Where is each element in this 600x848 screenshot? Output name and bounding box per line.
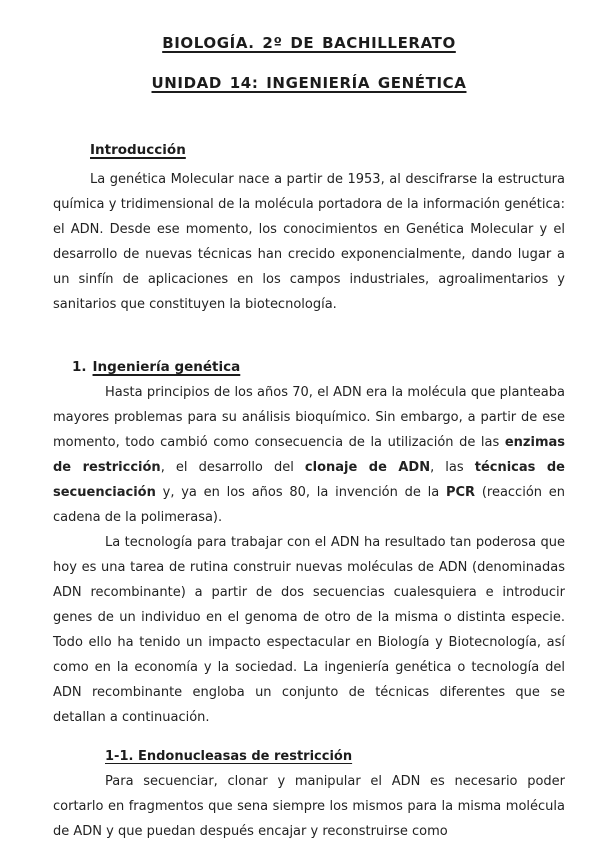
- document-title-line1-text: BIOLOGÍA. 2º DE BACHILLERATO: [162, 34, 456, 52]
- document-title-line2: [53, 74, 565, 92]
- section1-heading-text: Ingeniería genética: [92, 359, 241, 375]
- subsection-1-1-heading: 1-1. Endonucleasas de restricción: [105, 749, 353, 764]
- document-title-line1: [53, 34, 565, 52]
- intro-heading: Introducción: [90, 142, 186, 158]
- section1-paragraph-1: Hasta principios de los años 70, el ADN era la molécula que planteaba mayores problemas para su análisis bioquímico. Sin embargo, a partir de ese momento, todo cambió como consecuencia de la utilización de las enzimas de restricción, el desarrollo del clonaje de ADN, las técnicas de secuenciación y, ya en los años 80, la invención de la PCR (reacción en cadena de la polimerasa).: [53, 385, 565, 525]
- section1-heading: [72, 355, 565, 380]
- section1-paragraph-2: La tecnología para trabajar con el ADN ha resultado tan poderosa que hoy es una tarea de rutina construir nuevas moléculas de ADN (denominadas ADN recombinante) a partir de dos secuencias cualesquiera e introducir genes de un individuo en el genoma de otro de la misma o distinta especie. Todo ello ha tenido un impacto espectacular en Biología y Biotecnología, así como en la economía y la sociedad. La ingeniería genética o tecnología del ADN recombinante engloba un conjunto de técnicas diferentes que se detallan a continuación.: [53, 535, 565, 725]
- subsection-1-1-paragraph: Para secuenciar, clonar y manipular el ADN es necesario poder cortarlo en fragmentos que sena siempre los mismos para la misma molécula de ADN y que puedan después encajar y reconstruirse como: [53, 774, 565, 839]
- intro-paragraph: La genética Molecular nace a partir de 1953, al descifrarse la estructura química y tridimensional de la molécula portadora de la información genética: el ADN. Desde ese momento, los conocimientos en Genética Molecular y el desarrollo de nuevas técnicas han crecido exponencialmente, dando lugar a un sinfín de aplicaciones en los campos industriales, agroalimentarios y sanitarios que constituyen la biotecnología.: [53, 172, 565, 312]
- document-title-line2-text: UNIDAD 14: INGENIERÍA GENÉTICA: [151, 74, 467, 92]
- section1-number: 1.: [72, 359, 87, 375]
